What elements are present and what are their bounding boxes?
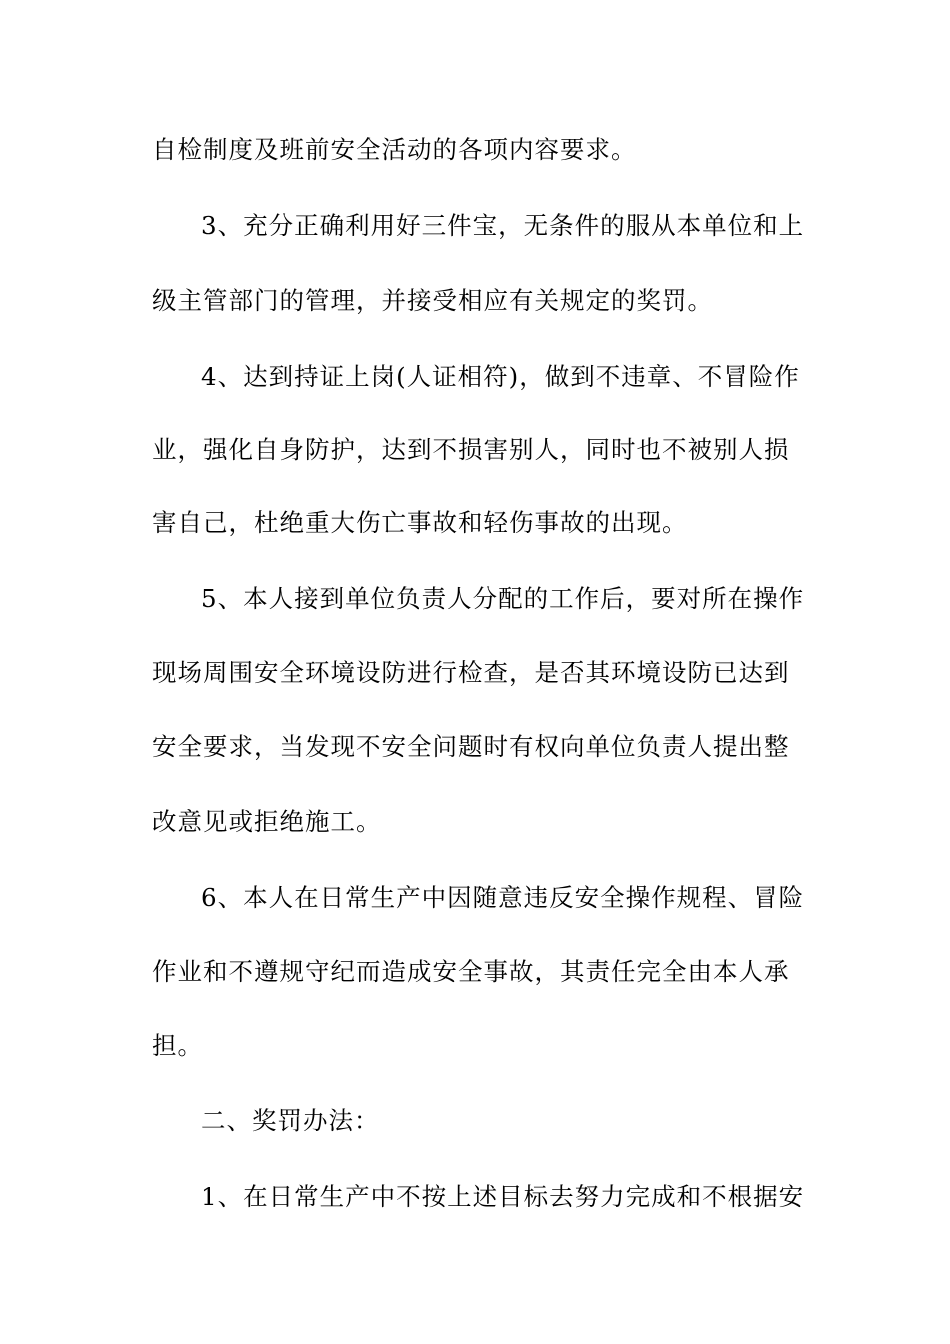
text-line-13: 担。 bbox=[152, 1031, 203, 1060]
text-line-2: 3、充分正确利用好三件宝，无条件的服从本单位和上 bbox=[201, 211, 805, 240]
text-line-15: 1、在日常生产中不按上述目标去努力完成和不根据安 bbox=[201, 1182, 805, 1211]
text-line-1: 自检制度及班前安全活动的各项内容要求。 bbox=[152, 135, 637, 164]
text-line-11: 6、本人在日常生产中因随意违反安全操作规程、冒险 bbox=[201, 883, 805, 912]
text-line-3: 级主管部门的管理，并接受相应有关规定的奖罚。 bbox=[152, 286, 713, 315]
text-line-9: 安全要求，当发现不安全问题时有权向单位负责人提出整 bbox=[152, 732, 790, 761]
text-line-10: 改意见或拒绝施工。 bbox=[152, 807, 382, 836]
text-line-8: 现场周围安全环境设防进行检查，是否其环境设防已达到 bbox=[152, 658, 790, 687]
text-line-7: 5、本人接到单位负责人分配的工作后，要对所在操作 bbox=[201, 584, 805, 613]
text-line-5: 业，强化自身防护，达到不损害别人，同时也不被别人损 bbox=[152, 435, 790, 464]
text-line-12: 作业和不遵规守纪而造成安全事故，其责任完全由本人承 bbox=[152, 957, 790, 986]
text-line-4: 4、达到持证上岗(人证相符)，做到不违章、不冒险作 bbox=[201, 362, 800, 391]
section-heading: 二、奖罚办法： bbox=[201, 1106, 380, 1135]
text-line-6: 害自己，杜绝重大伤亡事故和轻伤事故的出现。 bbox=[152, 508, 688, 537]
